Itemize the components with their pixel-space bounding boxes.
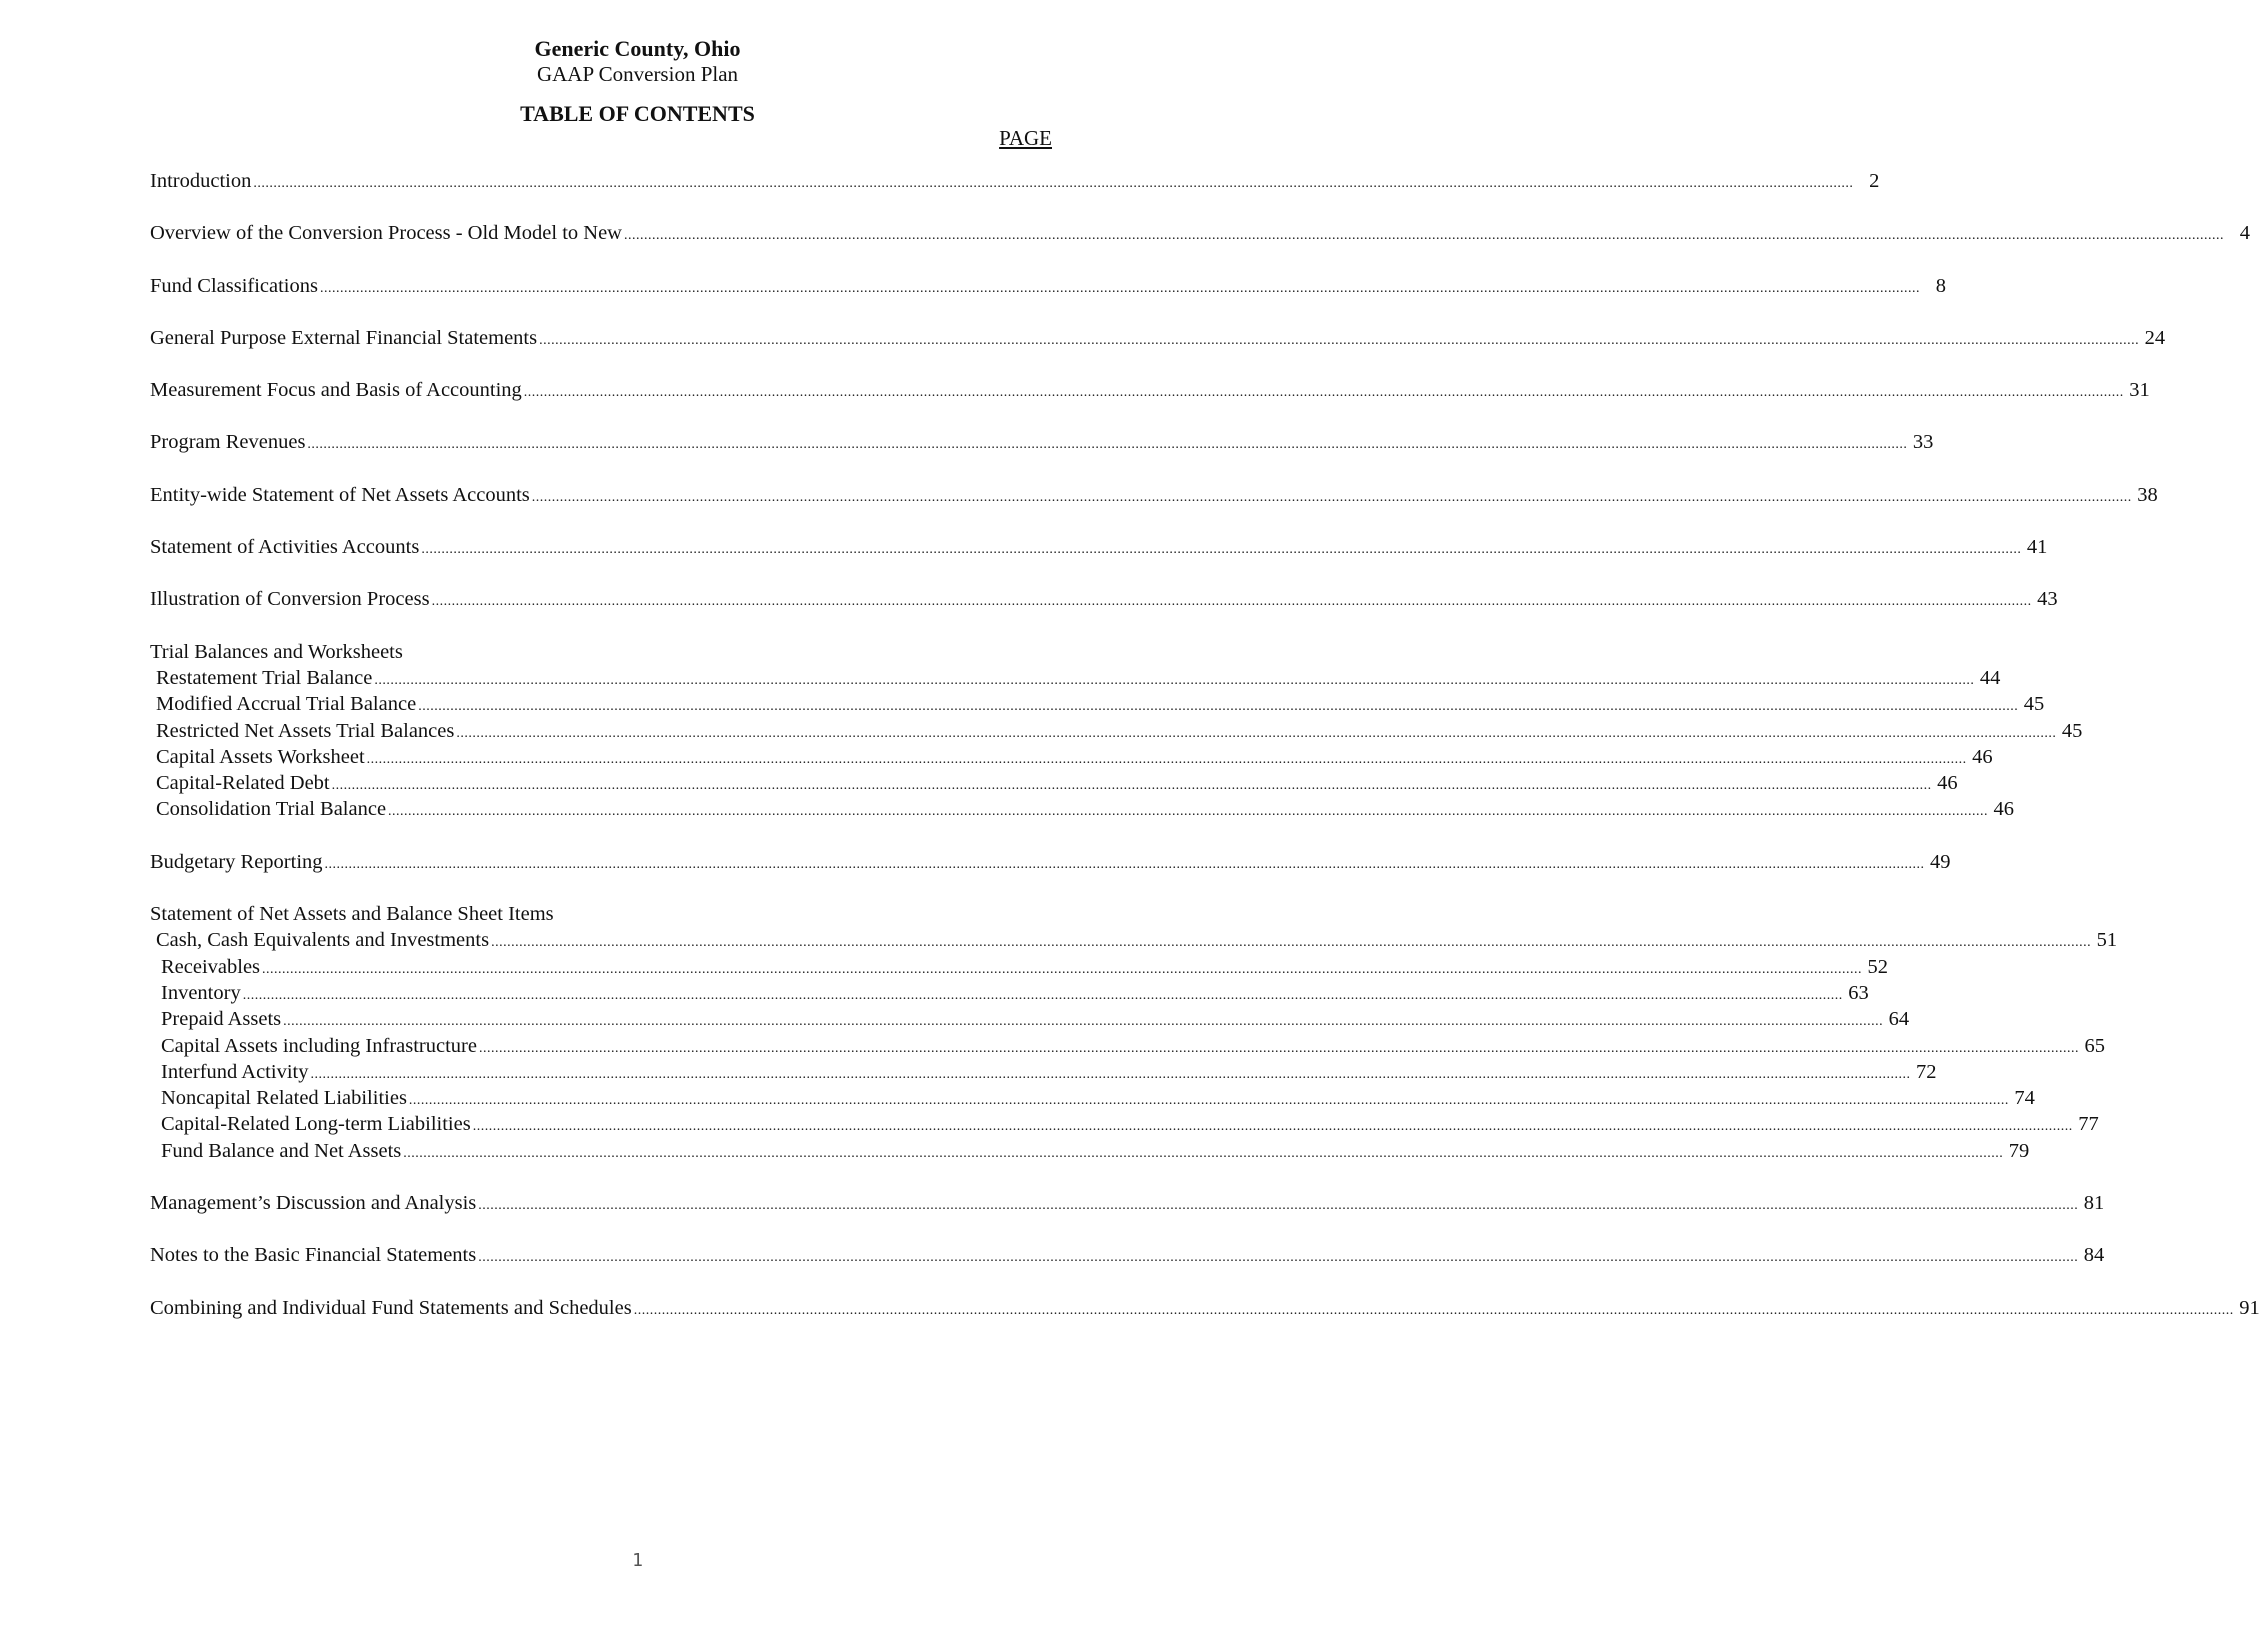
toc-entry-page: 45 xyxy=(2023,693,2045,716)
toc-group xyxy=(150,273,1946,299)
toc-entry-page: 79 xyxy=(2008,1139,2030,1162)
dot-leader: ................................................................................................................................................................................................................................................................................................................................................................................................................ xyxy=(374,672,1975,688)
toc-entry-title: Capital Assets Worksheet xyxy=(156,745,365,768)
toc-entry-title: Overview of the Conversion Process - Old Model to New xyxy=(150,222,622,245)
toc-entry-title: Prepaid Assets xyxy=(161,1008,282,1031)
dot-leader: ................................................................................................................................................................................................................................................................................................................................................................................................................ xyxy=(523,385,2124,401)
dot-leader: ................................................................................................................................................................................................................................................................................................................................................................................................................ xyxy=(531,489,2132,505)
toc-entry-page: 24 xyxy=(2144,326,2166,349)
dot-leader: ................................................................................................................................................................................................................................................................................................................................................................................................................ xyxy=(478,1198,2079,1214)
toc-entry-title: Combining and Individual Fund Statements and Schedules xyxy=(150,1296,632,1319)
toc-entry-title: Entity-wide Statement of Net Assets Accounts xyxy=(150,483,530,506)
dot-leader: ................................................................................................................................................................................................................................................................................................................................................................................................................ xyxy=(253,176,1854,191)
table-of-contents xyxy=(150,168,2260,1347)
toc-entry[interactable] xyxy=(150,482,2158,508)
toc-group xyxy=(150,1295,2260,1321)
toc-heading: TABLE OF CONTENTS xyxy=(520,101,755,126)
toc-entry-page: 51 xyxy=(2096,929,2118,952)
toc-entry[interactable] xyxy=(150,586,2058,612)
toc-entry-page: 74 xyxy=(2014,1087,2035,1110)
dot-leader: ................................................................................................................................................................................................................................................................................................................................................................................................................ xyxy=(408,1093,2009,1109)
dot-leader: ................................................................................................................................................................................................................................................................................................................................................................................................................ xyxy=(307,437,1908,453)
toc-entry-page: 46 xyxy=(1937,772,1958,795)
toc-group xyxy=(150,849,1951,875)
toc-group xyxy=(150,1242,2105,1268)
dot-leader: ................................................................................................................................................................................................................................................................................................................................................................................................................ xyxy=(366,751,1967,767)
toc-entry[interactable] xyxy=(150,220,2250,246)
toc-entry[interactable] xyxy=(150,691,2045,717)
toc-entry-page: 46 xyxy=(1993,798,2015,821)
toc-entry-title: Management’s Discussion and Analysis xyxy=(150,1192,477,1215)
toc-entry-page: 44 xyxy=(1979,666,2001,689)
dot-leader: ................................................................................................................................................................................................................................................................................................................................................................................................................ xyxy=(331,778,1932,794)
dot-leader: ................................................................................................................................................................................................................................................................................................................................................................................................................ xyxy=(456,725,2057,741)
toc-entry-page: 2 xyxy=(1869,170,1880,192)
toc-entry-title: Restricted Net Assets Trial Balances xyxy=(156,719,455,742)
dot-leader: ................................................................................................................................................................................................................................................................................................................................................................................................................ xyxy=(324,856,1925,872)
dot-leader: ................................................................................................................................................................................................................................................................................................................................................................................................................ xyxy=(388,804,1989,820)
toc-entry[interactable] xyxy=(150,1059,1937,1085)
toc-entry-page: 33 xyxy=(1912,431,1934,454)
toc-entry-page: 49 xyxy=(1930,850,1951,873)
toc-group xyxy=(150,325,2166,351)
toc-entry-title: Noncapital Related Liabilities xyxy=(161,1087,407,1110)
dot-leader: ................................................................................................................................................................................................................................................................................................................................................................................................................ xyxy=(478,1250,2079,1266)
dot-leader: ................................................................................................................................................................................................................................................................................................................................................................................................................ xyxy=(283,1014,1884,1030)
toc-section-heading: Trial Balances and Worksheets xyxy=(150,640,403,663)
toc-entry[interactable] xyxy=(150,980,1869,1006)
toc-entry-title: Capital-Related Long-term Liabilities xyxy=(161,1113,471,1136)
toc-group xyxy=(150,168,1880,194)
toc-entry-title: Introduction xyxy=(150,170,252,192)
toc-entry[interactable] xyxy=(150,770,1958,796)
toc-entry-page: 72 xyxy=(1915,1060,1937,1083)
toc-entry-page: 8 xyxy=(1935,274,1946,297)
organization-name: Generic County, Ohio xyxy=(534,36,741,61)
toc-entry-page: 43 xyxy=(2037,588,2058,611)
dot-leader: ................................................................................................................................................................................................................................................................................................................................................................................................................ xyxy=(262,961,1863,977)
dot-leader: ................................................................................................................................................................................................................................................................................................................................................................................................................ xyxy=(310,1066,1911,1082)
toc-entry[interactable] xyxy=(150,718,2083,744)
dot-leader: ................................................................................................................................................................................................................................................................................................................................................................................................................ xyxy=(472,1119,2073,1135)
toc-entry-page: 45 xyxy=(2061,719,2083,742)
toc-entry-title: Cash, Cash Equivalents and Investments xyxy=(156,929,490,952)
toc-entry-page: 38 xyxy=(2137,483,2158,506)
toc-group xyxy=(150,429,1934,455)
toc-group xyxy=(150,1190,2105,1216)
toc-entry[interactable] xyxy=(150,534,2048,560)
dot-leader: ................................................................................................................................................................................................................................................................................................................................................................................................................ xyxy=(403,1145,2004,1161)
toc-entry-title: Restatement Trial Balance xyxy=(156,666,373,689)
toc-entry[interactable] xyxy=(150,1138,2030,1164)
toc-entry[interactable] xyxy=(150,1190,2105,1216)
page-number: 1 xyxy=(632,1550,643,1571)
dot-leader: ................................................................................................................................................................................................................................................................................................................................................................................................................ xyxy=(623,228,2224,244)
toc-entry-page: 65 xyxy=(2084,1034,2105,1057)
toc-entry[interactable] xyxy=(150,1033,2105,1059)
toc-entry[interactable] xyxy=(150,1085,2035,1111)
toc-entry-title: Modified Accrual Trial Balance xyxy=(156,693,417,716)
toc-entry-title: Fund Balance and Net Assets xyxy=(161,1139,402,1162)
toc-entry[interactable] xyxy=(150,1242,2105,1268)
toc-entry-page: 63 xyxy=(1848,981,1869,1004)
toc-entry-title: Inventory xyxy=(161,981,241,1004)
toc-entry-title: Illustration of Conversion Process xyxy=(150,588,430,611)
toc-entry-page: 84 xyxy=(2083,1244,2105,1267)
page-column-label: PAGE xyxy=(999,126,1052,150)
toc-entry-title: Capital Assets including Infrastructure xyxy=(161,1034,477,1057)
toc-group xyxy=(150,377,2150,403)
toc-group xyxy=(150,482,2158,508)
toc-entry-page: 41 xyxy=(2026,536,2048,559)
toc-entry-page: 77 xyxy=(2078,1113,2099,1136)
dot-leader: ................................................................................................................................................................................................................................................................................................................................................................................................................ xyxy=(633,1302,2234,1318)
toc-entry[interactable] xyxy=(150,377,2150,403)
toc-entry[interactable] xyxy=(150,1295,2260,1321)
toc-entry-title: Interfund Activity xyxy=(161,1060,309,1083)
toc-entry-title: Capital-Related Debt xyxy=(156,772,330,795)
dot-leader: ................................................................................................................................................................................................................................................................................................................................................................................................................ xyxy=(421,542,2022,558)
toc-group xyxy=(150,901,2118,1164)
dot-leader: ................................................................................................................................................................................................................................................................................................................................................................................................................ xyxy=(418,699,2019,715)
dot-leader: ................................................................................................................................................................................................................................................................................................................................................................................................................ xyxy=(319,280,1920,296)
toc-group xyxy=(150,639,2083,823)
toc-entry[interactable] xyxy=(150,1111,2099,1137)
toc-entry-title: Notes to the Basic Financial Statements xyxy=(150,1244,477,1267)
toc-entry-title: Statement of Activities Accounts xyxy=(150,536,420,559)
toc-section-heading: Statement of Net Assets and Balance Sheet Items xyxy=(150,903,554,926)
toc-entry-title: Receivables xyxy=(161,955,261,978)
toc-entry-page: 46 xyxy=(1972,745,1993,768)
toc-entry-title: Consolidation Trial Balance xyxy=(156,798,387,821)
toc-entry-page: 64 xyxy=(1888,1008,1910,1031)
toc-entry[interactable] xyxy=(150,744,1993,770)
toc-entry[interactable] xyxy=(150,665,2001,691)
toc-entry[interactable] xyxy=(150,1006,1910,1032)
toc-entry[interactable] xyxy=(150,927,2118,953)
toc-entry-page: 52 xyxy=(1867,955,1889,978)
toc-entry[interactable] xyxy=(150,954,1889,980)
dot-leader: ................................................................................................................................................................................................................................................................................................................................................................................................................ xyxy=(431,594,2032,610)
toc-entry[interactable] xyxy=(150,796,2015,822)
toc-entry[interactable] xyxy=(150,273,1946,299)
dot-leader: ................................................................................................................................................................................................................................................................................................................................................................................................................ xyxy=(242,987,1843,1003)
toc-entry[interactable] xyxy=(150,849,1951,875)
toc-entry-page: 4 xyxy=(2239,222,2250,245)
dot-leader: ................................................................................................................................................................................................................................................................................................................................................................................................................ xyxy=(478,1040,2079,1056)
toc-entry-title: Program Revenues xyxy=(150,431,306,454)
toc-entry-title: Budgetary Reporting xyxy=(150,850,323,873)
toc-entry[interactable] xyxy=(150,429,1934,455)
toc-entry-title: Measurement Focus and Basis of Accounting xyxy=(150,379,522,402)
toc-entry[interactable] xyxy=(150,168,1880,194)
toc-group xyxy=(150,220,2250,246)
toc-entry[interactable] xyxy=(150,325,2166,351)
toc-entry-title: General Purpose External Financial Statements xyxy=(150,326,538,349)
dot-leader: ................................................................................................................................................................................................................................................................................................................................................................................................................ xyxy=(539,332,2140,348)
toc-group xyxy=(150,534,2048,560)
toc-entry-title: Fund Classifications xyxy=(150,274,318,297)
toc-entry-page: 81 xyxy=(2083,1192,2105,1215)
document-title: GAAP Conversion Plan xyxy=(536,62,739,86)
toc-entry-page: 91 xyxy=(2239,1296,2260,1319)
dot-leader: ................................................................................................................................................................................................................................................................................................................................................................................................................ xyxy=(491,935,2092,951)
toc-group xyxy=(150,586,2058,612)
toc-entry-page: 31 xyxy=(2129,379,2150,402)
